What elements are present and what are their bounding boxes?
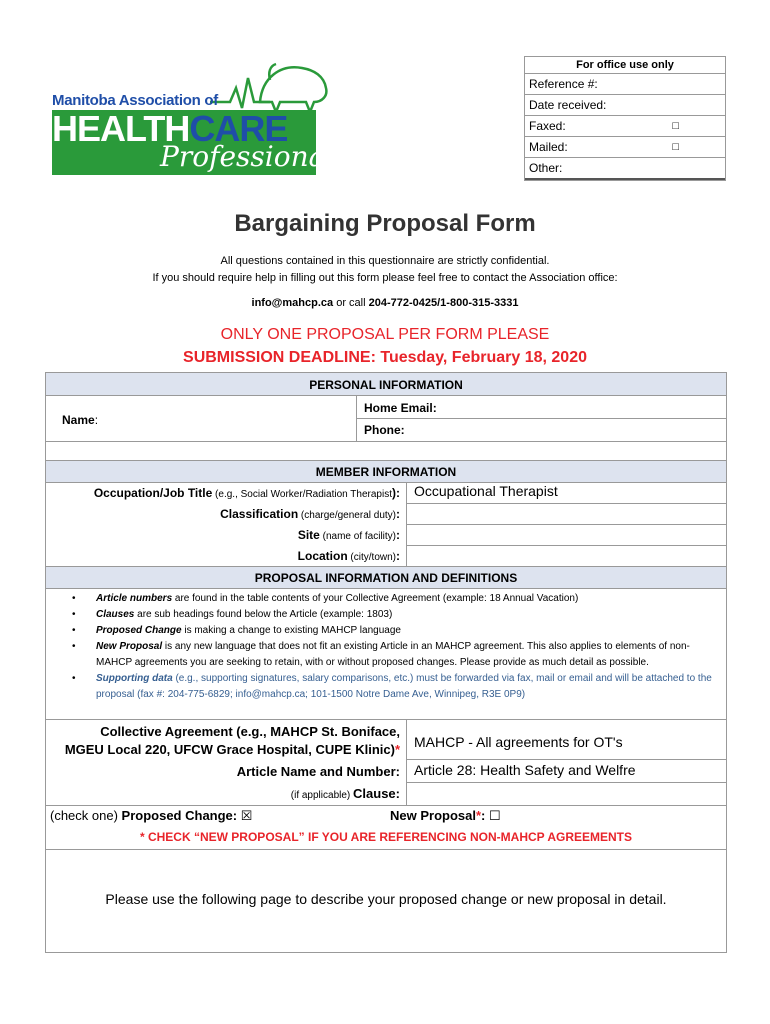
contact-phone: 204-772-0425/1-800-315-3331 — [368, 297, 519, 309]
divider — [356, 418, 726, 419]
divider — [46, 395, 726, 396]
divider — [46, 482, 726, 483]
instructions-message: Please use the following page to describe your proposed change or new proposal in detail. — [105, 891, 667, 907]
divider — [406, 759, 726, 760]
contact-line — [0, 297, 770, 309]
office-faxed-row — [525, 116, 725, 137]
list-item: • Proposed Change is making a change to existing MAHCP language — [72, 625, 401, 636]
office-use-table — [524, 56, 726, 181]
divider — [46, 805, 726, 806]
occupation-label: Occupation/Job Title (e.g., Social Worker/Radiation Therapist): — [93, 486, 400, 500]
divider — [46, 566, 726, 567]
new-proposal-row: New Proposal*: ☐ — [390, 808, 501, 823]
office-date-label: Date received: — [529, 98, 607, 112]
logo-health-word: HEALTH — [52, 108, 190, 149]
name-label: Name: — [62, 413, 99, 427]
location-label: Location (city/town): — [297, 549, 400, 563]
proposed-change-row: (check one) Proposed Change: ☒ — [50, 808, 253, 823]
list-item: • New Proposal is any new language that does not fit an existing Article in an MAHCP agreement. This also applies to elements of non-MAHCP agreements you are seeking to retain, with or without proposed changes. Please provide as much detail as possible. — [72, 641, 690, 668]
association-logo — [0, 0, 349, 210]
submission-deadline: SUBMISSION DEADLINE: Tuesday, February 18, 2020 — [183, 349, 587, 366]
office-faxed-label: Faxed: — [529, 119, 566, 133]
new-proposal-warning: * CHECK “NEW PROPOSAL” IF YOU ARE REFERENCING NON-MAHCP AGREEMENTS — [139, 830, 633, 844]
bison-heartbeat-icon — [210, 58, 330, 113]
help-note: If you should require help in filling out this form please feel free to contact the Association office: — [152, 272, 618, 284]
one-proposal-notice: ONLY ONE PROPOSAL PER FORM PLEASE — [220, 326, 550, 343]
divider — [46, 719, 726, 720]
divider — [406, 782, 726, 783]
occupation-field[interactable]: Occupational Therapist — [414, 483, 558, 499]
list-item: • Clauses are sub headings found below the Article (example: 1803) — [72, 609, 393, 620]
divider — [406, 524, 726, 525]
site-label: Site (name of facility): — [297, 528, 400, 542]
office-mailed-checkbox[interactable]: □ — [672, 141, 679, 153]
list-item: • Supporting data (e.g., supporting signatures, salary comparisons, etc.) must be forwarded via fax, mail or email and will be attached to the proposal (fax #: 204-775-6829; info@mahcp.ca; 101-1500 Notre Dame Ave, Winnipeg, R3E 0P9) — [72, 673, 712, 700]
contact-email[interactable]: info@mahcp.ca — [251, 297, 334, 309]
divider — [406, 545, 726, 546]
contact-or-call: or call — [333, 297, 369, 309]
office-use-header: For office use only — [525, 57, 725, 74]
classification-label: Classification (charge/general duty): — [220, 507, 400, 521]
logo-association-text: Manitoba Association of — [52, 92, 218, 109]
office-other-label: Other: — [529, 161, 563, 175]
office-mailed-row — [525, 137, 725, 158]
proposed-change-checkbox[interactable]: ☒ — [240, 808, 253, 823]
divider — [46, 460, 726, 461]
office-reference-row — [525, 74, 725, 95]
phone-label: Phone: — [364, 423, 405, 437]
member-info-heading: MEMBER INFORMATION — [46, 460, 726, 482]
office-reference-label: Reference #: — [529, 77, 598, 91]
collective-agreement-field[interactable]: MAHCP - All agreements for OT's — [414, 734, 623, 750]
personal-info-heading: PERSONAL INFORMATION — [46, 373, 726, 395]
divider — [46, 849, 726, 850]
divider — [406, 719, 407, 805]
collective-agreement-label: Collective Agreement (e.g., MAHCP St. Boniface, MGEU Local 220, UFCW Grace Hospital, CUPE Klinic)* — [64, 724, 400, 757]
office-date-row — [525, 95, 725, 116]
logo-professionals-text: Professionals — [160, 140, 349, 173]
clause-label: (if applicable) Clause: — [290, 786, 400, 801]
divider — [46, 588, 726, 589]
home-email-label: Home Email: — [364, 401, 437, 415]
office-faxed-checkbox[interactable]: □ — [672, 120, 679, 132]
list-item: • Article numbers are found in the table contents of your Collective Agreement (example: 18 Annual Vacation) — [72, 593, 579, 604]
article-label: Article Name and Number: — [236, 764, 400, 779]
divider — [406, 503, 726, 504]
proposal-form — [45, 372, 727, 953]
proposal-info-heading: PROPOSAL INFORMATION AND DEFINITIONS — [46, 566, 726, 588]
office-mailed-label: Mailed: — [529, 140, 568, 154]
article-field[interactable]: Article 28: Health Safety and Welfre — [414, 762, 636, 778]
confidentiality-note: All questions contained in this questionnaire are strictly confidential. — [220, 255, 550, 267]
page-title: Bargaining Proposal Form — [234, 210, 536, 237]
logo-care-word: CARE — [189, 108, 288, 149]
definitions-list — [64, 591, 714, 703]
new-proposal-checkbox[interactable]: ☐ — [489, 808, 501, 823]
divider — [46, 441, 726, 442]
office-other-row — [525, 158, 725, 180]
